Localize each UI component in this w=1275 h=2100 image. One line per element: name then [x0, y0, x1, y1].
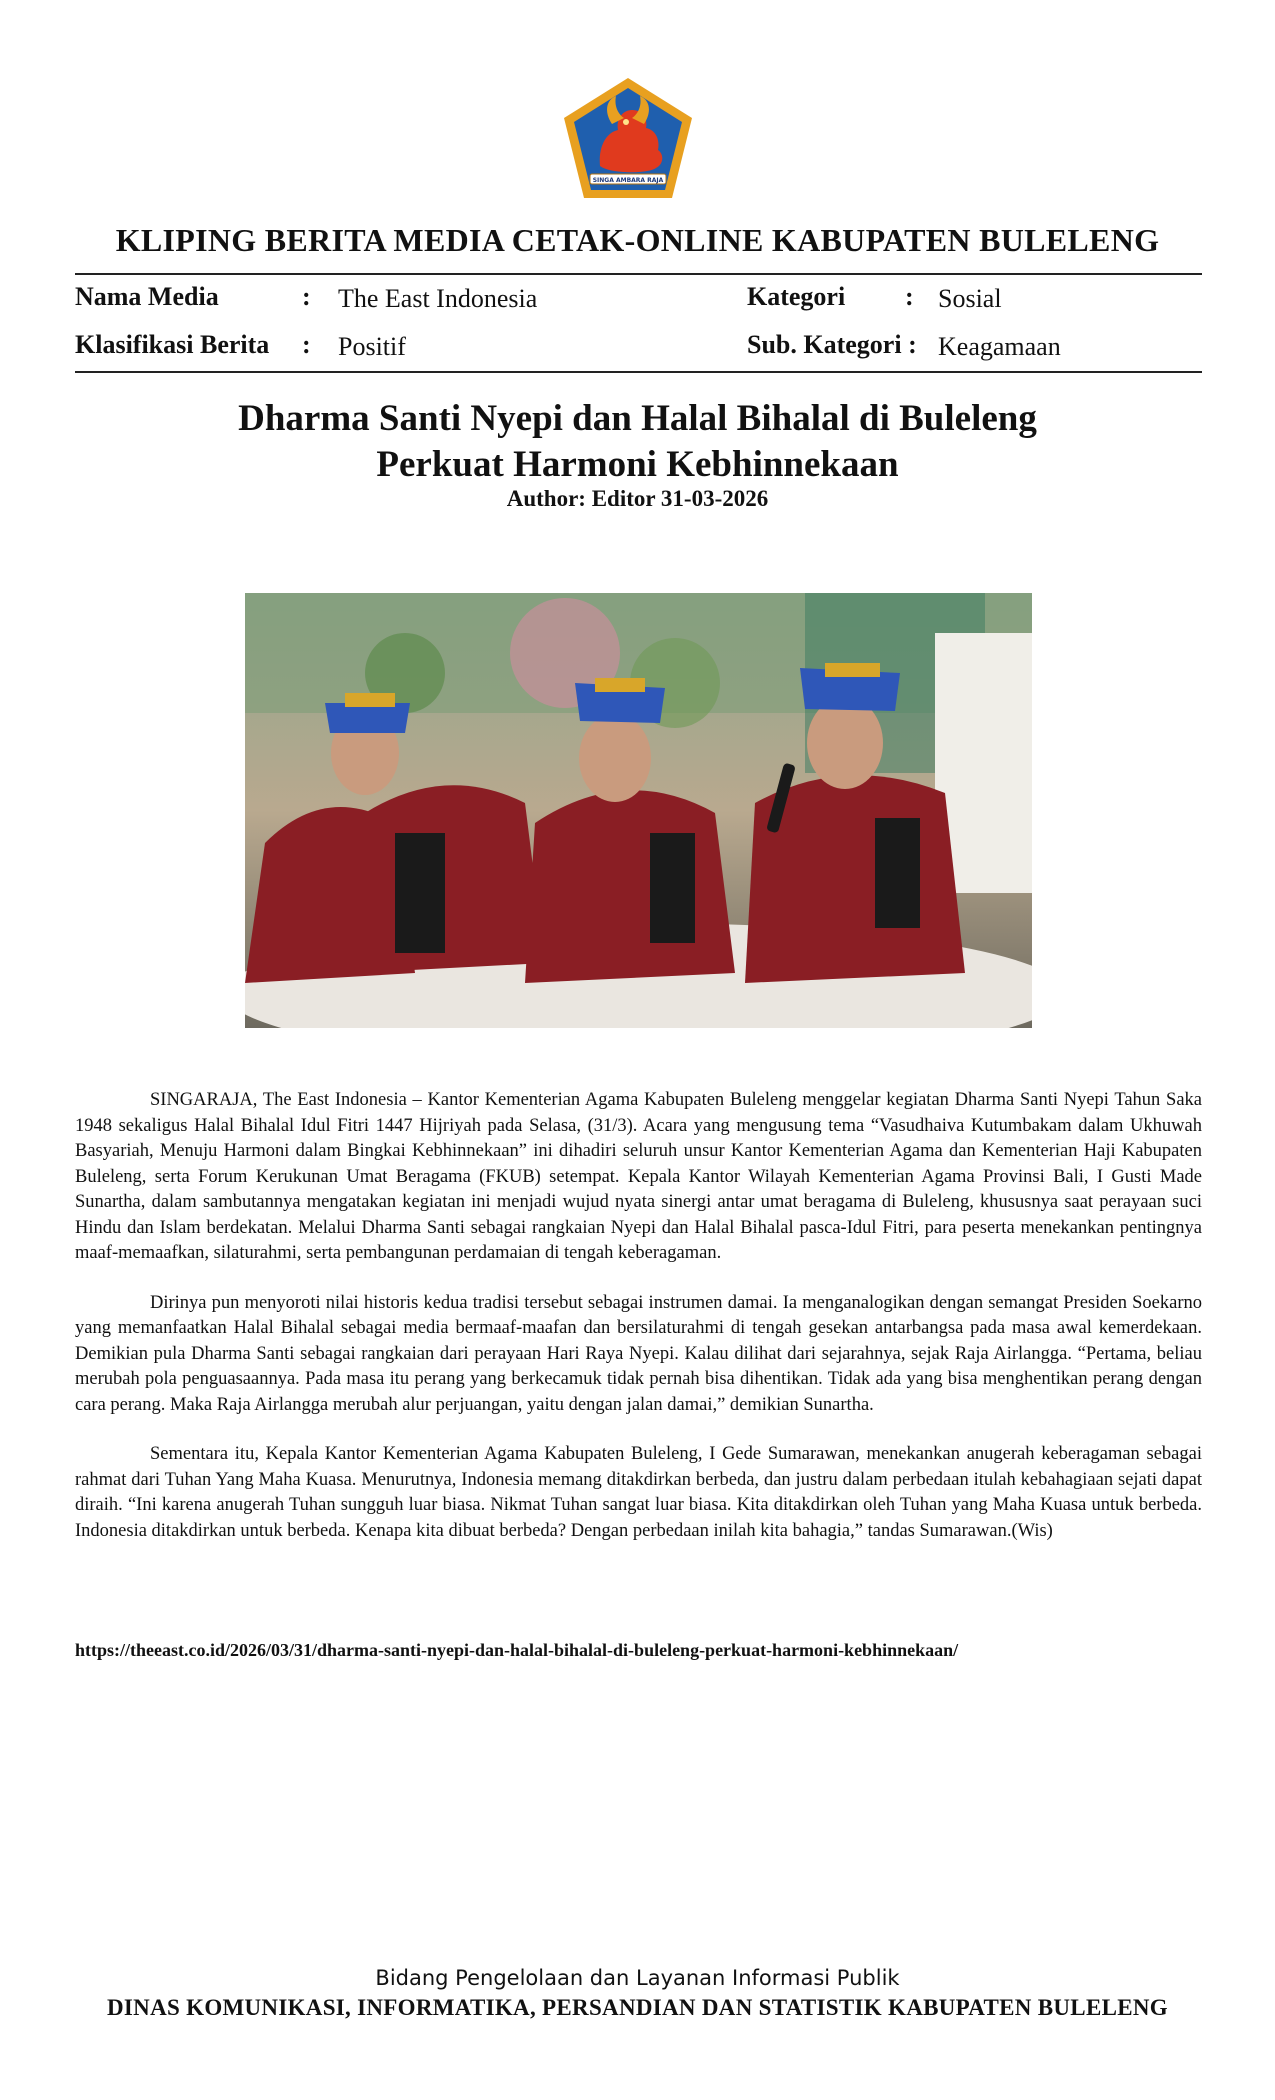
article-photo — [245, 593, 1032, 1028]
category-colon: : — [905, 282, 914, 311]
article-title — [0, 396, 1275, 488]
media-value: The East Indonesia — [338, 284, 538, 313]
buleleng-crest-icon — [560, 74, 696, 202]
media-colon: : — [302, 282, 311, 311]
subcategory-label: Sub. Kategori : — [747, 330, 917, 359]
classification-colon: : — [302, 330, 311, 359]
page-title: KLIPING BERITA MEDIA CETAK-ONLINE KABUPATEN BULELENG — [115, 222, 1160, 258]
category-label: Kategori — [747, 282, 846, 311]
crest-motto: SINGA AMBARA RAJA — [592, 177, 664, 184]
source-link[interactable]: https://theeast.co.id/2026/03/31/dharma-santi-nyepi-dan-halal-bihalal-di-buleleng-perkuat-harmoni-kebhinnekaan/ — [75, 1640, 959, 1660]
subcategory-value: Keagamaan — [938, 332, 1061, 361]
footer-department: Bidang Pengelolaan dan Layanan Informasi Publik — [375, 1966, 900, 1990]
article-body — [75, 1088, 1202, 1568]
header-divider-bottom — [75, 371, 1202, 373]
article-author: Author: Editor 31-03-2026 — [506, 486, 769, 511]
classification-value: Positif — [338, 332, 406, 361]
header-divider-top — [75, 273, 1202, 275]
footer-agency: DINAS KOMUNIKASI, INFORMATIKA, PERSANDIAN DAN STATISTIK KABUPATEN BULELENG — [107, 1995, 1168, 2020]
article-title-line-2: Perkuat Harmoni Kebhinnekaan — [376, 444, 899, 485]
classification-label: Klasifikasi Berita — [75, 330, 270, 359]
article-paragraph-3: Sementara itu, Kepala Kantor Kementerian Agama Kabupaten Buleleng, I Gede Sumarawan, menekankan anugerah keberagaman sebagai rahmat dari Tuhan Yang Maha Kuasa. Menurutnya, Indonesia memang ditakdirkan berbeda, dan justru dalam perbedaan itulah kebahagiaan sejati dapat diraih. “Ini karena anugerah Tuhan sungguh luar biasa. Nikmat Tuhan sangat luar biasa. Kita ditakdirkan oleh Tuhan yang Maha Kuasa untuk berbeda. Indonesia ditakdirkan untuk berbeda. Kenapa kita dibuat berbeda? Dengan perbedaan inilah kita bahagia,” tandas Sumarawan.(Wis) — [75, 1444, 1202, 1541]
category-value: Sosial — [938, 284, 1002, 313]
article-title-line-1: Dharma Santi Nyepi dan Halal Bihalal di Buleleng — [238, 398, 1037, 439]
article-paragraph-2: Dirinya pun menyoroti nilai historis kedua tradisi tersebut sebagai instrumen damai. Ia menganalogikan dengan semangat Presiden Soekarno yang memanfaatkan Halal Bihalal sebagai media bermaaf-maafan dan bersilaturahmi di tengah gesekan antarbangsa pada masa awal kemerdekaan. Demikian pula Dharma Santi sebagai rangkaian dari perayaan Hari Raya Nyepi. Kalau dilihat dari sejarahnya, sejak Raja Airlangga. “Pertama, beliau merubah pola penguasaannya. Pada masa itu perang yang berkecamuk tidak pernah bisa dihentikan. Tidak ada yang bisa menghentikan perang dengan cara perang. Maka Raja Airlangga merubah alur perjuangan, yaitu dengan jalan damai,” demikian Sunartha. — [75, 1292, 1202, 1415]
article-paragraph-1: SINGARAJA, The East Indonesia – Kantor Kementerian Agama Kabupaten Buleleng menggelar kegiatan Dharma Santi Nyepi Tahun Saka 1948 sekaligus Halal Bihalal Idul Fitri 1447 Hijriyah pada Selasa, (31/3). Acara yang mengusung tema “Vasudhaiva Kutumbakam dalam Ukhuwah Basyariah, Menuju Harmoni dalam Bingkai Kebhinnekaan” ini dihadiri seluruh unsur Kantor Kementerian Agama dan Kementerian Haji Kabupaten Buleleng, serta Forum Kerukunan Umat Beragama (FKUB) setempat. Kepala Kantor Wilayah Kementerian Agama Provinsi Bali, I Gusti Made Sunartha, dalam sambutannya mengatakan kegiatan ini menjadi wujud nyata sinergi antar umat beragama di Buleleng, khususnya saat perayaan suci Hindu dan Islam berdekatan. Melalui Dharma Santi sebagai rangkaian Nyepi dan Halal Bihalal pasca-Idul Fitri, para peserta menekankan pentingnya maaf-memaafkan, silaturahmi, serta pembangunan perdamaian di tengah keberagaman. — [75, 1090, 1202, 1263]
media-label: Nama Media — [75, 282, 219, 311]
